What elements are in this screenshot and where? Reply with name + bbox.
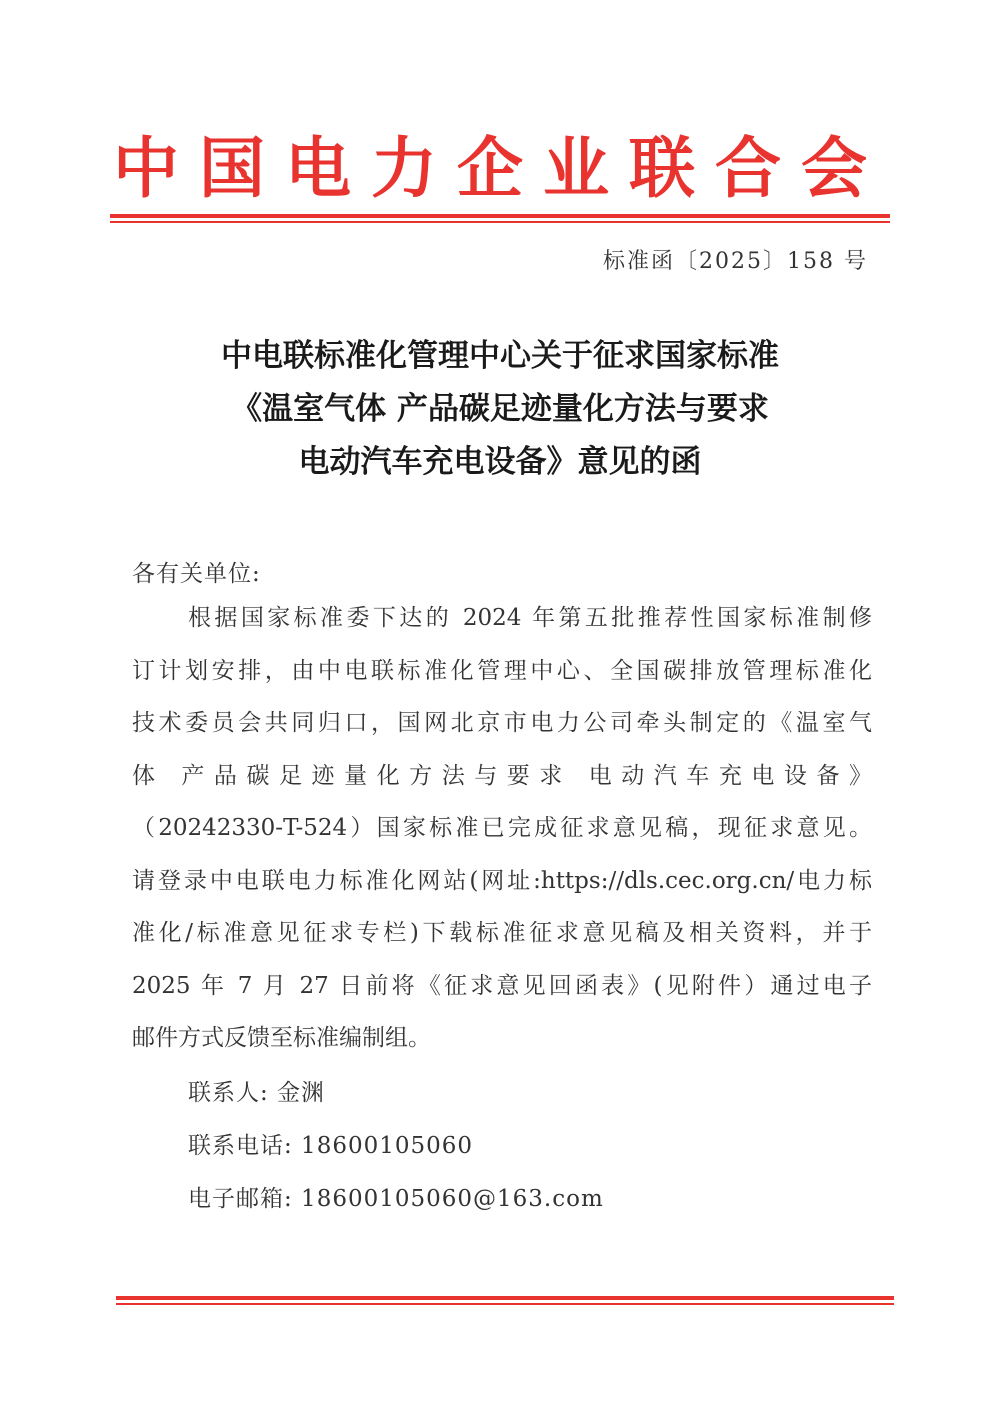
letterhead-org-name: 中国电力企业联合会	[113, 129, 887, 207]
title-line-1: 中电联标准化管理中心关于征求国家标准	[221, 338, 779, 374]
footer-rule-thin	[116, 1303, 894, 1305]
letterhead-rule-thin	[110, 221, 890, 223]
body-line: 2025 年 7 月 27 日前将《征求意见回函表》(见附件）通过电子	[132, 972, 872, 999]
body-line: 体 产品碳足迹量化方法与要求 电动汽车充电设备》	[132, 762, 872, 789]
footer-rule-thick	[116, 1296, 894, 1300]
body-line: 技术委员会共同归口，国网北京市电力公司牵头制定的《温室气	[132, 710, 872, 736]
title-line-3: 电动汽车充电设备》意见的函	[298, 444, 702, 480]
body-paragraph	[132, 592, 872, 1065]
body-line: 准化/标准意见征求专栏)下载标准征求意见稿及相关资料，并于	[132, 920, 872, 946]
body-line: 订计划安排，由中电联标准化管理中心、全国碳排放管理标准化	[132, 657, 872, 684]
title-line-2: 《温室气体 产品碳足迹量化方法与要求	[231, 391, 769, 427]
letterhead-rule-thick	[110, 214, 890, 218]
contact-person: 联系人: 金渊	[188, 1080, 326, 1106]
body-line: 请登录中电联电力标准化网站(网址:https://dls.cec.org.cn/电力标	[132, 867, 872, 894]
letter-title	[110, 330, 890, 489]
body-line: 邮件方式反馈至标准编制组。	[132, 1025, 431, 1051]
body-line: （20242330-T-524）国家标准已完成征求意见稿，现征求意见。	[132, 815, 872, 841]
contact-phone: 联系电话: 18600105060	[188, 1133, 474, 1159]
body-line: 根据国家标准委下达的 2024 年第五批推荐性国家标准制修	[188, 605, 872, 631]
contact-email: 电子邮箱: 18600105060@163.com	[188, 1186, 604, 1212]
document-number: 标准函〔2025〕158 号	[603, 249, 868, 274]
salutation: 各有关单位:	[132, 561, 261, 587]
